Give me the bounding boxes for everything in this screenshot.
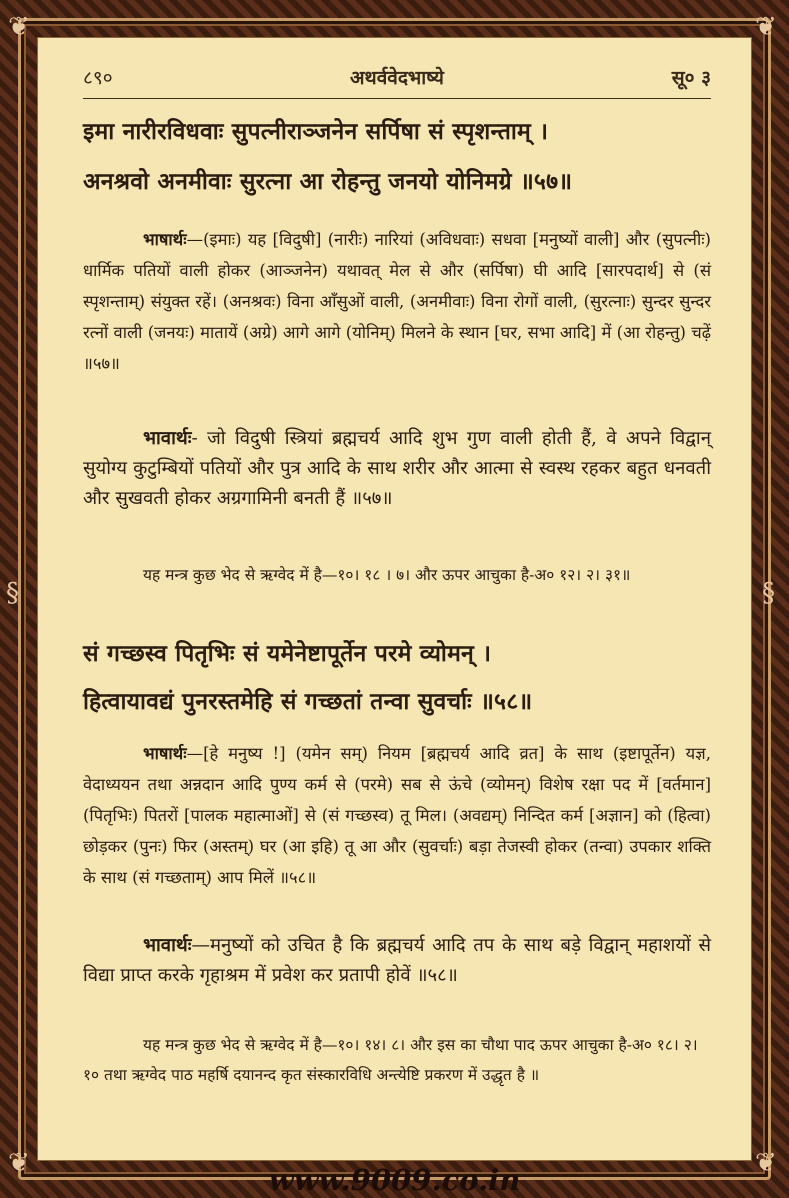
side-swirl-icon: § — [762, 578, 775, 608]
book-page — [37, 37, 752, 1161]
corner-swirl-icon: ❦ — [755, 1148, 777, 1178]
mantra-58-line-1: सं गच्छस्व पितृभिः सं यमेनेष्टापूर्तेन परमे व्योमन् । — [83, 640, 492, 667]
header-rule — [83, 98, 711, 99]
bhashartha-57 — [83, 224, 711, 379]
bhavartha-58 — [83, 931, 711, 991]
reference-text: यह मन्त्र कुछ भेद से ऋग्वेद में है—१०। १४। ८। और इस का चौथा पाद ऊपर आचुका है-अ० १८। २। १० तथा ऋग्वेद पाठ महर्षि दयानन्द कृत संस्कारविधि अन्त्येष्टि प्रकरण में उद्धृत है ॥ — [83, 1036, 698, 1084]
website-watermark: www.9009.co.in — [268, 1163, 521, 1197]
bhavartha-label: भावार्थः — [143, 935, 192, 956]
bhavartha-text: —मनुष्यों को उचित है कि ब्रह्मचर्य आदि तप के साथ बड़े विद्वान् महाशयों से विद्या प्राप्त करके गृहाश्रम में प्रवेश कर प्रतापी होवें ॥५८॥ — [83, 935, 711, 986]
reference-text: यह मन्त्र कुछ भेद से ऋग्वेद में है—१०। १८ । ७। और ऊपर आचुका है-अ० १२। २। ३१॥ — [143, 566, 631, 584]
mantra-57-line-1: इमा नारीरविधवाः सुपत्नीराञ्जनेन सर्पिषा सं स्पृशन्ताम् । — [83, 118, 549, 145]
bhashartha-text: —(इमाः) यह [विदुषी] (नारीः) नारियां (अविधवाः) सधवा [मनुष्यों वाली] और (सुपत्नीः) धार्मिक पतियों वाली होकर (आञ्जनेन) यथावत् मेल से और (सर्पिषा) घी आदि [सारपदार्थ] से (सं स्पृशन्ताम्) संयुक्त रहें। (अनश्रवः) विना आँसुओं वाली, (अनमीवाः) विना रोगों वाली, (सुरत्नाः) सुन्दर सुन्दर रत्नों वाली (जनयः) मातायें (अग्रे) आगे आगे (योनिम्) मिलने के स्थान [घर, सभा आदि] में (आ रोहन्तु) चढ़ें ॥५७॥ — [83, 230, 711, 373]
side-swirl-icon: § — [6, 578, 19, 608]
bhavartha-text: - जो विदुषी स्त्रियां ब्रह्मचर्य आदि शुभ गुण वाली होती हैं, वे अपने विद्वान् सुयोग्य कुटुम्बियों पतियों और पुत्र आदि के साथ शरीर और आत्मा से स्वस्थ रहकर बहुत धनवती और सुखवती होकर अग्रगामिनी बनती हैं ॥५७॥ — [83, 428, 711, 509]
page-title: अथर्ववेदभाष्ये — [350, 67, 444, 89]
bhashartha-58 — [83, 738, 711, 893]
bhashartha-label: भाषार्थः — [143, 744, 187, 763]
mantra-57-line-2: अनश्रवो अनमीवाः सुरत्ना आ रोहन्तु जनयो योनिमग्रे ॥५७॥ — [83, 168, 573, 195]
bhavartha-57 — [83, 424, 711, 514]
corner-swirl-icon: ❦ — [8, 12, 30, 42]
reference-note-57 — [83, 560, 711, 590]
page-number: ८९० — [83, 67, 113, 89]
page-header — [83, 60, 711, 94]
sukta-number: सू० ३ — [671, 67, 711, 89]
mantra-58-line-2: हित्वायावद्यं पुनरस्तमेहि सं गच्छतां तन्वा सुवर्चाः ॥५८॥ — [83, 688, 533, 715]
bhashartha-text: —[हे मनुष्य !] (यमेन सम्) नियम [ब्रह्मचर्य आदि व्रत] के साथ (इष्टापूर्तेन) यज्ञ, वेदाध्ययन तथा अन्नदान आदि पुण्य कर्म से (परमे) सब से ऊंचे (व्योमन्) विशेष रक्षा पद में [वर्तमान] (पितृभिः) पितरों [पालक महात्माओं] से (सं गच्छस्व) तू मिल। (अवद्यम्) निन्दित कर्म [अज्ञान] को (हित्वा) छोड़कर (पुनः) फिर (अस्तम्) घर (आ इहि) तू आ और (सुवर्चाः) बड़ा तेजस्वी होकर (तन्वा) उपकार शक्ति के साथ (सं गच्छताम्) आप मिलें ॥५८॥ — [83, 744, 711, 887]
reference-note-58 — [83, 1030, 711, 1090]
corner-swirl-icon: ❦ — [755, 12, 777, 42]
bhashartha-label: भाषार्थः — [143, 230, 187, 249]
bhavartha-label: भावार्थः — [143, 428, 192, 449]
corner-swirl-icon: ❦ — [8, 1148, 30, 1178]
